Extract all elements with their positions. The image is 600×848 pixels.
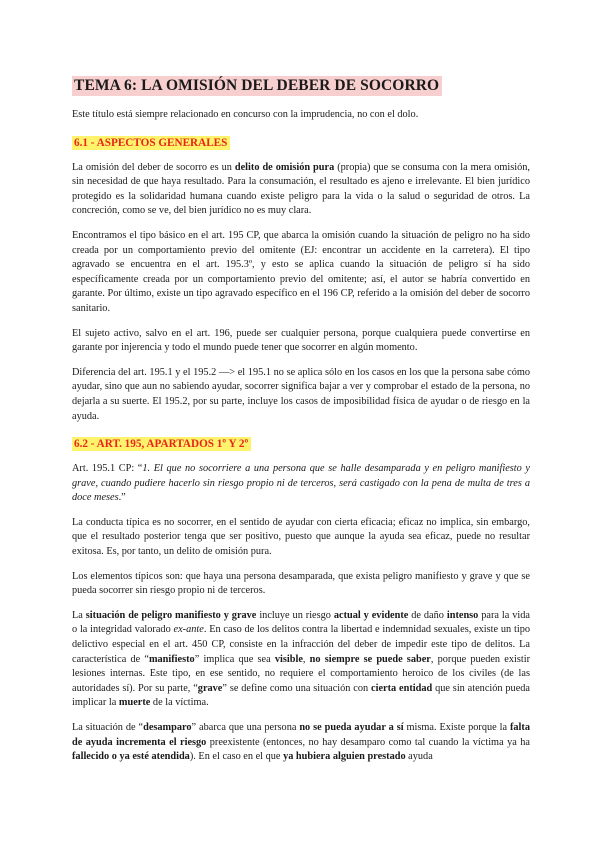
paragraph-diferencia: Diferencia del art. 195.1 y el 195.2 —> el 195.1 no se aplica sólo en los casos en los que la persona sabe cómo ayudar, sino que aun no sabiendo ayudar, socorrer significa bajar a ver y comprobar el estado de la persona, no dejarla a su suerte. El 195.2, por su parte, incluye los casos de imposibilidad física de ayudar o de riesgo en la ayuda. [72,366,530,422]
paragraph-desamparo: La situación de “desamparo” abarca que una persona no se pueda ayudar a sí misma. Existe porque la falta de ayuda incrementa el riesgo preexistente (entonces, no hay desamparo como tal cuando la víctima ya ha fallecido o ya esté atendida). En el caso en el que ya hubiera alguien prestado ayuda [72,722,530,763]
paragraph-tipo-basico: Encontramos el tipo básico en el art. 195 CP, que abarca la omisión cuando la situación de peligro no ha sido creada por un comportamiento previo del omitente (EJ: encontrar un accidente en la carretera). El tipo agravado se encuentra en el art. 195.3º, y esto se aplica cuando la situación de peligro sí ha sido específicamente creada por un comportamiento previo del omitente; así, el autor se habría convertido en garante. Por último, existe un tipo agravado específico en el 196 CP, referido a la omisión del deber de socorro sanitario. [72,229,530,314]
section-heading-6-2: 6.2 - ART. 195, APARTADOS 1º Y 2º [72,437,251,451]
paragraph-elementos-tipicos: Los elementos típicos son: que haya una persona desamparada, que exista peligro manifiesto y grave y que se pueda socorrer sin riesgo propio ni de terceros. [72,570,530,597]
paragraph-situacion-peligro: La situación de peligro manifiesto y grave incluye un riesgo actual y evidente de daño intenso para la vida o la integridad valorado ex-ante. En caso de los delitos contra la libertad e indemnidad sexuales, existe un tipo delictivo especial en el art. 450 CP, consiste en la infracción del deber de impedir este tipo de delitos. La característica de “manifiesto” implica que sea visible, no siempre se puede saber, porque pueden existir lesiones internas. Este tipo, en ese sentido, no requiere el comportamiento heroico de los civiles (de las autoridades sí). Por su parte, “grave” se define como una situación con cierta entidad que sin atención pueda implicar la muerte de la víctima. [72,609,530,709]
intro-paragraph: Este título está siempre relacionado en concurso con la imprudencia, no con el dolo. [72,109,419,120]
paragraph-omision: La omisión del deber de socorro es un delito de omisión pura (propia) que se consuma con la mera omisión, sin necesidad de que haya resultado. Para la consumación, el resultado es ajeno e irrelevante. El bien jurídico protegido es la solidaridad humana cuando existe peligro para la vida o la salud o seguridad de otros. La concreción, como se ve, del bien jurídico no es muy clara. [72,161,530,217]
page-title: TEMA 6: LA OMISIÓN DEL DEBER DE SOCORRO [72,76,442,96]
paragraph-art-195-quote: Art. 195.1 CP: “1. El que no socorriere a una persona que se halle desamparada y en peligro manifiesto y grave, cuando pudiere hacerlo sin riesgo propio ni de terceros, será castigado con la pena de multa de tres a doce meses.” [72,463,530,504]
paragraph-sujeto-activo: El sujeto activo, salvo en el art. 196, puede ser cualquier persona, porque cualquiera puede convertirse en garante por injerencia y todo el mundo puede tener que socorrer en algún momento. [72,327,530,354]
paragraph-conducta-tipica: La conducta típica es no socorrer, en el sentido de ayudar con cierta eficacia; eficaz no implica, sin embargo, que el resultado posterior tenga que ser positivo, puesto que aunque la ayuda sea eficaz, puede no resultar exitosa. Es, por tanto, un delito de omisión pura. [72,516,530,558]
section-heading-6-1: 6.1 - ASPECTOS GENERALES [72,136,230,150]
